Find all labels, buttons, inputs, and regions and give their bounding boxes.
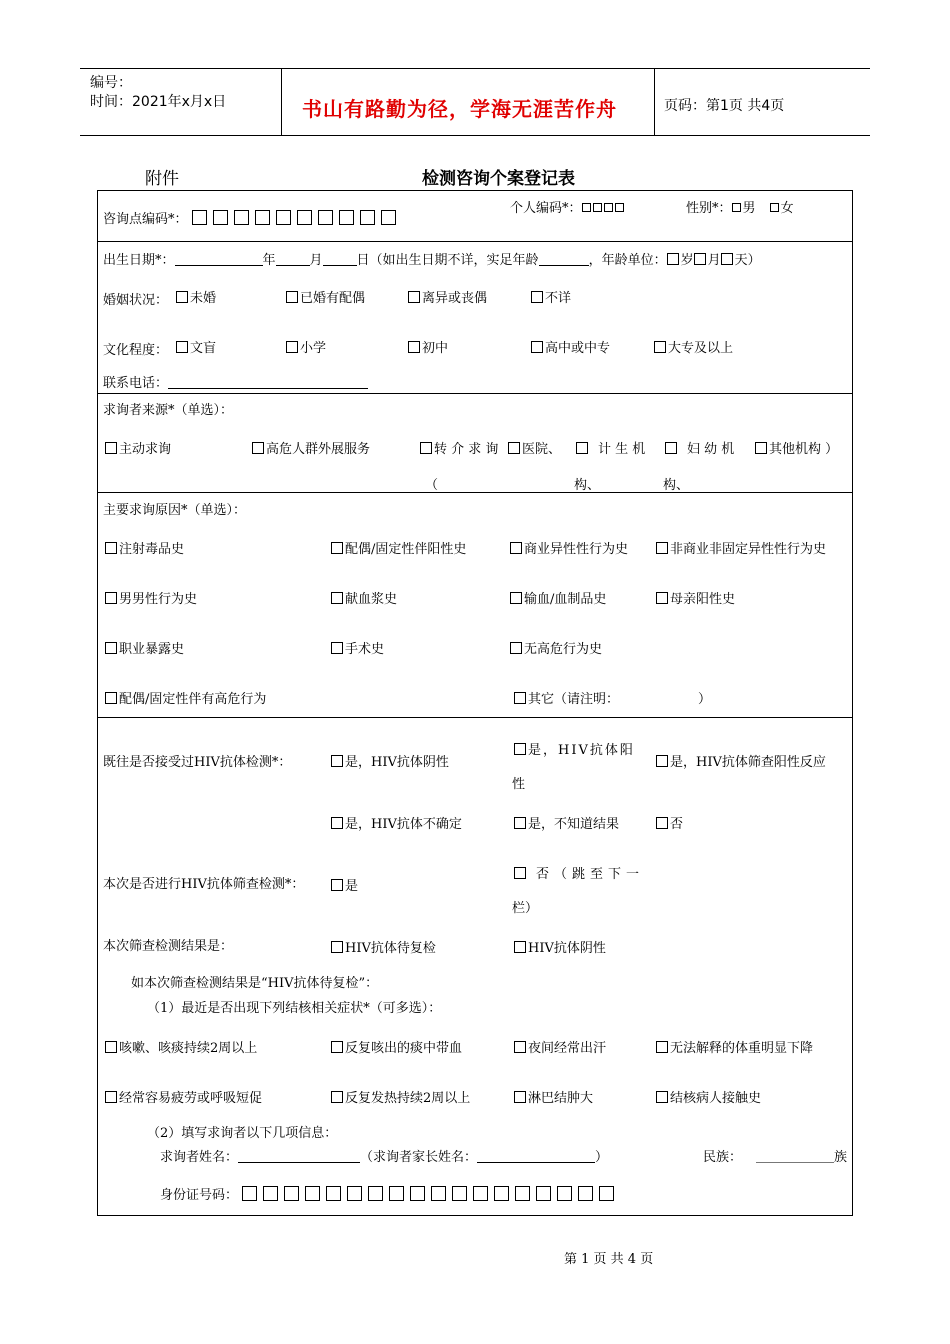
site-code-digit[interactable]	[213, 210, 228, 225]
name-input[interactable]	[238, 1150, 360, 1163]
source-outreach[interactable]	[252, 438, 370, 457]
gender-label: 性别*：	[686, 201, 732, 216]
source-hospital[interactable]	[508, 438, 561, 457]
prev-neg-option[interactable]	[331, 751, 449, 770]
prev-checkbox[interactable]	[331, 755, 343, 767]
id-number-boxes[interactable]	[242, 1188, 620, 1203]
reason-option-label: 职业暴露史	[119, 642, 185, 657]
name-label: 求询者姓名：	[160, 1150, 239, 1165]
ethnic-suffix: 族	[834, 1150, 848, 1165]
row-divider-4	[97, 717, 853, 718]
symptom-option-label: 结核病人接触史	[670, 1091, 762, 1106]
prev-checkbox[interactable]	[514, 743, 526, 755]
source-checkbox[interactable]	[252, 442, 264, 454]
source-option-label: 妇 幼 机	[687, 442, 735, 457]
unit-month-checkbox[interactable]	[694, 253, 706, 265]
reason-checkbox[interactable]	[331, 542, 343, 554]
symptom-option-label: 反复发热持续2周以上	[345, 1091, 471, 1106]
code-label: 编号：	[90, 75, 132, 91]
edu-option[interactable]	[286, 337, 326, 356]
prev-checkbox[interactable]	[656, 817, 668, 829]
header-top-rule	[80, 68, 870, 69]
site-code-digit[interactable]	[234, 210, 249, 225]
reason-option-label: 献血浆史	[345, 592, 398, 607]
symptom-option-label: 无法解释的体重明显下降	[670, 1041, 814, 1056]
reason-checkbox[interactable]	[105, 642, 117, 654]
reason-option-label: 无高危行为史	[524, 642, 603, 657]
symptom-checkbox[interactable]	[331, 1091, 343, 1103]
source-option-label: 医院、	[522, 442, 562, 457]
marital-option[interactable]	[531, 287, 571, 306]
source-checkbox[interactable]	[665, 442, 677, 454]
parent-name-input[interactable]	[477, 1150, 595, 1163]
reason-option-label: 注射毒品史	[119, 542, 185, 557]
personal-code-digit[interactable]	[604, 203, 613, 212]
id-digit-box[interactable]	[452, 1186, 467, 1201]
symptom-checkbox[interactable]	[331, 1041, 343, 1053]
reason-option-label: 手术史	[345, 642, 385, 657]
source-option-label: 计 生 机	[598, 442, 646, 457]
id-digit-box[interactable]	[599, 1186, 614, 1201]
reason-option-label: 母亲阳性史	[670, 592, 736, 607]
site-code-label: 咨询点编码*：	[103, 212, 188, 227]
header-divider-right	[654, 68, 655, 135]
reason-option[interactable]	[105, 538, 184, 557]
site-code-digit[interactable]	[339, 210, 354, 225]
reason-label: 主要求询原因*（单选）：	[103, 503, 247, 518]
reason-option[interactable]	[105, 688, 266, 707]
symptom-option-label: 夜间经常出汗	[528, 1041, 607, 1056]
reason-checkbox[interactable]	[510, 642, 522, 654]
source-checkbox[interactable]	[105, 442, 117, 454]
source-maternal[interactable]	[665, 438, 734, 457]
day-label: 日（如出生日期不详，实足年龄	[356, 253, 539, 268]
prev-checkbox[interactable]	[331, 817, 343, 829]
this-no-option[interactable]	[514, 863, 644, 882]
female-label: 女	[780, 201, 794, 216]
result-checkbox[interactable]	[331, 941, 343, 953]
this-test-checkbox[interactable]	[514, 867, 526, 879]
personal-code-label: 个人编码*：	[510, 201, 582, 216]
prev-checkbox[interactable]	[656, 755, 668, 767]
reason-option-label: 非商业非固定异性性行为史	[670, 542, 827, 557]
edu-checkbox[interactable]	[286, 341, 298, 353]
gender-field	[686, 197, 794, 216]
symptom-option[interactable]	[105, 1087, 262, 1106]
source-label: 求询者来源*（单选）：	[103, 403, 234, 418]
symptom-checkbox[interactable]	[514, 1041, 526, 1053]
reason-checkbox[interactable]	[105, 542, 117, 554]
prev-screen-pos-option[interactable]	[656, 751, 826, 770]
reason-option[interactable]	[510, 588, 606, 607]
reason-option-label: 配偶/固定性伴阳性史	[345, 542, 467, 557]
ethnic-field	[703, 1146, 847, 1165]
date-label: 时间：2021年x月x日	[90, 94, 227, 110]
symptom-checkbox[interactable]	[105, 1041, 117, 1053]
personal-code-digit[interactable]	[615, 203, 624, 212]
name-field	[160, 1146, 608, 1165]
id-digit-box[interactable]	[494, 1186, 509, 1201]
source-checkbox[interactable]	[755, 442, 767, 454]
row-divider-3	[97, 492, 853, 493]
this-test-option-label: 是	[345, 879, 359, 894]
reason-checkbox[interactable]	[510, 592, 522, 604]
reason-checkbox[interactable]	[656, 542, 668, 554]
ethnic-input[interactable]	[756, 1150, 834, 1163]
male-label: 男	[742, 201, 756, 216]
symptom-option[interactable]	[105, 1037, 257, 1056]
if-recheck-note: 如本次筛查检测结果是“HIV抗体待复检”：	[131, 976, 379, 991]
symptom-option[interactable]	[331, 1087, 470, 1106]
page-label: 页码：第1页 共4页	[664, 98, 785, 114]
edu-option-label: 高中或中专	[545, 341, 611, 356]
id-digit-box[interactable]	[242, 1186, 257, 1201]
marital-label: 婚姻状况：	[103, 293, 169, 308]
reason-option[interactable]	[510, 538, 628, 557]
reason-option-label: 男男性行为史	[119, 592, 198, 607]
edu-option-label: 小学	[300, 341, 327, 356]
prev-pos-option-cont: 性	[512, 777, 526, 792]
motto: 书山有路勤为径，学海无涯苦作舟	[302, 97, 617, 121]
header-bottom-rule	[80, 135, 870, 136]
source-option-label: 主动求询	[119, 442, 172, 457]
female-checkbox[interactable]	[770, 203, 779, 212]
id-digit-box[interactable]	[305, 1186, 320, 1201]
site-code-digit[interactable]	[318, 210, 333, 225]
source-option-label: 高危人群外展服务	[266, 442, 371, 457]
reason-option[interactable]	[656, 538, 826, 557]
id-digit-box[interactable]	[326, 1186, 341, 1201]
symptom-option-label: 咳嗽、咳痰持续2周以上	[119, 1041, 258, 1056]
form-title: 检测咨询个案登记表	[422, 169, 575, 189]
reason-checkbox[interactable]	[105, 692, 117, 704]
reason-checkbox[interactable]	[656, 592, 668, 604]
referral-paren: （	[425, 478, 439, 493]
id-digit-box[interactable]	[536, 1186, 551, 1201]
reason-checkbox[interactable]	[105, 592, 117, 604]
reason-option-label: 输血/血制品史	[524, 592, 607, 607]
result-option-label: HIV抗体待复检	[345, 941, 436, 956]
unit-day-checkbox[interactable]	[721, 253, 733, 265]
age-input[interactable]	[539, 253, 589, 266]
id-label: 身份证号码：	[160, 1188, 239, 1203]
reason-checkbox[interactable]	[514, 692, 526, 704]
age-unit-label: ，年龄单位：	[588, 253, 667, 268]
site-code-digit[interactable]	[297, 210, 312, 225]
reason-option[interactable]	[331, 638, 384, 657]
this-test-option-label: 否（跳至下一	[536, 867, 645, 882]
edu-option-label: 文盲	[190, 341, 217, 356]
personal-code-field[interactable]	[510, 197, 626, 216]
reason-checkbox[interactable]	[331, 642, 343, 654]
prev-pos-option[interactable]	[514, 739, 635, 758]
site-code-digit[interactable]	[381, 210, 396, 225]
prev-option-label: 否	[670, 817, 684, 832]
q1-label: （1）最近是否出现下列结核相关症状*（可多选）：	[147, 1001, 442, 1016]
id-digit-box[interactable]	[284, 1186, 299, 1201]
symptom-option[interactable]	[514, 1037, 606, 1056]
result-option-label: HIV抗体阴性	[528, 941, 606, 956]
phone-label: 联系电话：	[103, 376, 169, 391]
reason-option-label: 商业异性性行为史	[524, 542, 629, 557]
parent-name-label: （求询者家长姓名：	[360, 1150, 478, 1165]
source-option-label: 转 介 求 询	[434, 442, 499, 457]
symptom-checkbox[interactable]	[514, 1091, 526, 1103]
edu-option[interactable]	[408, 337, 448, 356]
male-checkbox[interactable]	[732, 203, 741, 212]
id-field	[160, 1184, 620, 1203]
reason-checkbox[interactable]	[331, 592, 343, 604]
marital-option[interactable]	[286, 287, 365, 306]
marital-option[interactable]	[408, 287, 487, 306]
symptom-checkbox[interactable]	[656, 1041, 668, 1053]
result-checkbox[interactable]	[514, 941, 526, 953]
source-active[interactable]	[105, 438, 171, 457]
this-yes-option[interactable]	[331, 875, 358, 894]
symptom-checkbox[interactable]	[105, 1091, 117, 1103]
source-checkbox[interactable]	[576, 442, 588, 454]
symptom-option-label: 淋巴结肿大	[528, 1091, 594, 1106]
marital-option-label: 未婚	[190, 291, 217, 306]
symptom-checkbox[interactable]	[656, 1091, 668, 1103]
prev-no-option[interactable]	[656, 813, 683, 832]
reason-option[interactable]	[105, 638, 184, 657]
edu-checkbox[interactable]	[654, 341, 666, 353]
source-family-planning[interactable]	[576, 438, 645, 457]
dob-row	[103, 249, 761, 268]
prev-option-label: 是，HIV抗体阳	[528, 743, 635, 758]
personal-code-digit[interactable]	[593, 203, 602, 212]
prev-option-label: 是，HIV抗体不确定	[345, 817, 462, 832]
result-label: 本次筛查检测结果是：	[103, 939, 234, 954]
prev-checkbox[interactable]	[514, 817, 526, 829]
id-digit-box[interactable]	[263, 1186, 278, 1201]
attachment-label: 附件	[145, 169, 179, 189]
id-digit-box[interactable]	[557, 1186, 572, 1201]
gou-2: 构、	[663, 478, 690, 493]
reason-option[interactable]	[331, 538, 466, 557]
marital-checkbox[interactable]	[176, 291, 188, 303]
dob-year-input[interactable]	[175, 253, 263, 266]
dob-day-input[interactable]	[323, 253, 357, 266]
symptom-option-label: 经常容易疲劳或呼吸短促	[119, 1091, 263, 1106]
edu-option[interactable]	[654, 337, 733, 356]
reason-option-label: 配偶/固定性伴有高危行为	[119, 692, 267, 707]
edu-option[interactable]	[531, 337, 610, 356]
source-checkbox[interactable]	[508, 442, 520, 454]
marital-option-label: 不详	[545, 291, 572, 306]
unit-year-checkbox[interactable]	[667, 253, 679, 265]
source-other[interactable]	[755, 438, 838, 457]
this-test-label: 本次是否进行HIV抗体筛查检测*：	[103, 877, 305, 892]
edu-label: 文化程度：	[103, 343, 169, 358]
result-recheck-option[interactable]	[331, 937, 436, 956]
result-neg-option[interactable]	[514, 937, 606, 956]
symptom-option[interactable]	[331, 1037, 462, 1056]
reason-option[interactable]	[510, 638, 602, 657]
marital-checkbox[interactable]	[408, 291, 420, 303]
marital-checkbox[interactable]	[286, 291, 298, 303]
header-divider-left	[281, 68, 282, 135]
prev-unknown-option[interactable]	[514, 813, 619, 832]
id-digit-box[interactable]	[347, 1186, 362, 1201]
personal-code-digit[interactable]	[582, 203, 591, 212]
edu-checkbox[interactable]	[408, 341, 420, 353]
month-label: 月	[309, 253, 323, 268]
reason-option[interactable]	[105, 588, 197, 607]
site-code-digit[interactable]	[360, 210, 375, 225]
ethnic-label: 民族：	[703, 1150, 743, 1165]
source-checkbox[interactable]	[420, 442, 432, 454]
id-digit-box[interactable]	[410, 1186, 425, 1201]
phone-input[interactable]	[168, 376, 368, 389]
dob-label: 出生日期*：	[103, 253, 175, 268]
id-digit-box[interactable]	[578, 1186, 593, 1201]
edu-checkbox[interactable]	[531, 341, 543, 353]
reason-option-label: 其它（请注明：	[528, 692, 620, 707]
prev-option-label: 是，HIV抗体阴性	[345, 755, 449, 770]
page-footer: 第 1 页 共 4 页	[564, 1252, 654, 1267]
reason-option[interactable]	[656, 588, 735, 607]
this-test-checkbox[interactable]	[331, 879, 343, 891]
site-code-digit[interactable]	[192, 210, 207, 225]
marital-option-label: 离异或丧偶	[422, 291, 488, 306]
edu-option-label: 大专及以上	[668, 341, 734, 356]
phone-field	[103, 372, 368, 391]
id-digit-box[interactable]	[389, 1186, 404, 1201]
dob-month-input[interactable]	[276, 253, 310, 266]
edu-option[interactable]	[176, 337, 216, 356]
unit-year-label: 岁	[680, 253, 694, 268]
reason-other-close: ）	[698, 692, 712, 707]
site-code-digit[interactable]	[255, 210, 270, 225]
parent-name-close: ）	[595, 1150, 609, 1165]
unit-day-label: 天）	[734, 253, 761, 268]
symptom-option[interactable]	[656, 1037, 813, 1056]
symptom-option[interactable]	[514, 1087, 593, 1106]
source-referral[interactable]	[420, 438, 498, 457]
site-code-digit[interactable]	[276, 210, 291, 225]
unit-month-label: 月	[707, 253, 721, 268]
id-digit-box[interactable]	[515, 1186, 530, 1201]
year-label: 年	[262, 253, 276, 268]
source-option-label: 其他机构 ）	[769, 442, 839, 457]
edu-option-label: 初中	[422, 341, 449, 356]
q2-label: （2）填写求询者以下几项信息：	[147, 1126, 338, 1141]
prev-test-label: 既往是否接受过HIV抗体检测*：	[103, 755, 292, 770]
reason-option[interactable]	[514, 688, 619, 707]
edu-checkbox[interactable]	[176, 341, 188, 353]
symptom-option[interactable]	[656, 1087, 761, 1106]
symptom-option-label: 反复咳出的痰中带血	[345, 1041, 463, 1056]
row-divider-2	[97, 393, 853, 394]
id-digit-box[interactable]	[431, 1186, 446, 1201]
reason-checkbox[interactable]	[510, 542, 522, 554]
id-digit-box[interactable]	[368, 1186, 383, 1201]
marital-checkbox[interactable]	[531, 291, 543, 303]
marital-option-label: 已婚有配偶	[300, 291, 366, 306]
gou-1: 构、	[574, 478, 601, 493]
site-code-field[interactable]	[103, 208, 402, 227]
prev-option-label: 是，HIV抗体筛查阳性反应	[670, 755, 826, 770]
id-digit-box[interactable]	[473, 1186, 488, 1201]
marital-option[interactable]	[176, 287, 216, 306]
row-divider-1	[97, 241, 853, 242]
prev-option-label: 是，不知道结果	[528, 817, 620, 832]
this-no-option-cont: 栏）	[512, 901, 539, 916]
prev-indeterminate-option[interactable]	[331, 813, 462, 832]
reason-option[interactable]	[331, 588, 397, 607]
